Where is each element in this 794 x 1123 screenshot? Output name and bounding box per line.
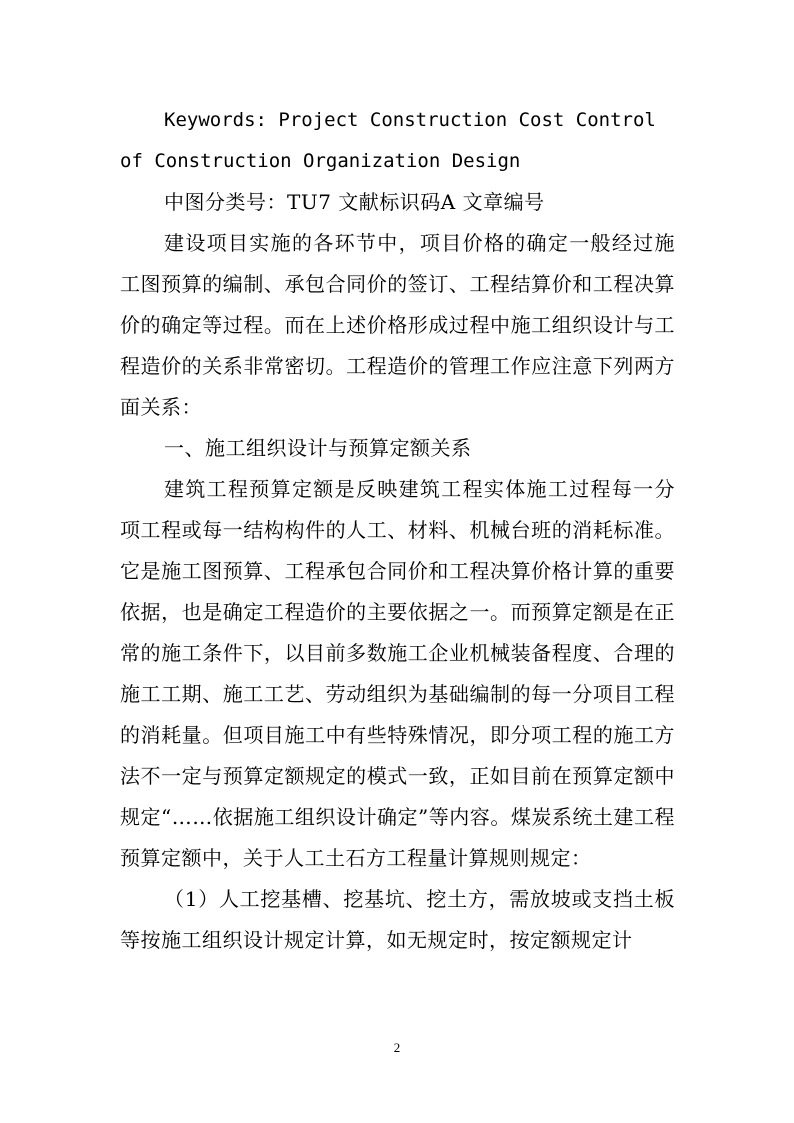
body-paragraph-intro: 建设项目实施的各环节中，项目价格的确定一般经过施工图预算的编制、承包合同价的签订、工程结算价和工程决算价的确定等过程。而在上述价格形成过程中施工组织设计与工程造价的关系非常密切。工程造价的管理工作应注意下列两方面关系：	[120, 231, 675, 419]
classification-line: 中图分类号：TU7 文献标识码A 文章编号	[164, 190, 545, 214]
page-number: 2	[393, 1040, 401, 1055]
section-heading: 一、施工组织设计与预算定额关系	[164, 436, 472, 460]
document-body	[120, 100, 675, 961]
body-paragraph-rule-1: （1）人工挖基槽、挖基坑、挖土方，需放坡或支挡土板等按施工组织设计规定计算，如无规定时，按定额规定计	[120, 887, 675, 952]
body-paragraph-quota: 建筑工程预算定额是反映建筑工程实体施工过程每一分项工程或每一结构构件的人工、材料、机械台班的消耗标准。它是施工图预算、工程承包合同价和工程决算价格计算的重要依据，也是确定工程造价的主要依据之一。而预算定额是在正常的施工条件下，以目前多数施工企业机械装备程度、合理的施工工期、施工工艺、劳动组织为基础编制的每一分项目工程的消耗量。但项目施工中有些特殊情况，即分项工程的施工方法不一定与预算定额规定的模式一致，正如目前在预算定额中规定“……依据施工组织设计确定”等内容。煤炭系统土建工程预算定额中，关于人工土石方工程量计算规则规定：	[120, 477, 675, 870]
keywords-line: Keywords: Project Construction Cost Control of Construction Organization Design	[120, 109, 656, 172]
